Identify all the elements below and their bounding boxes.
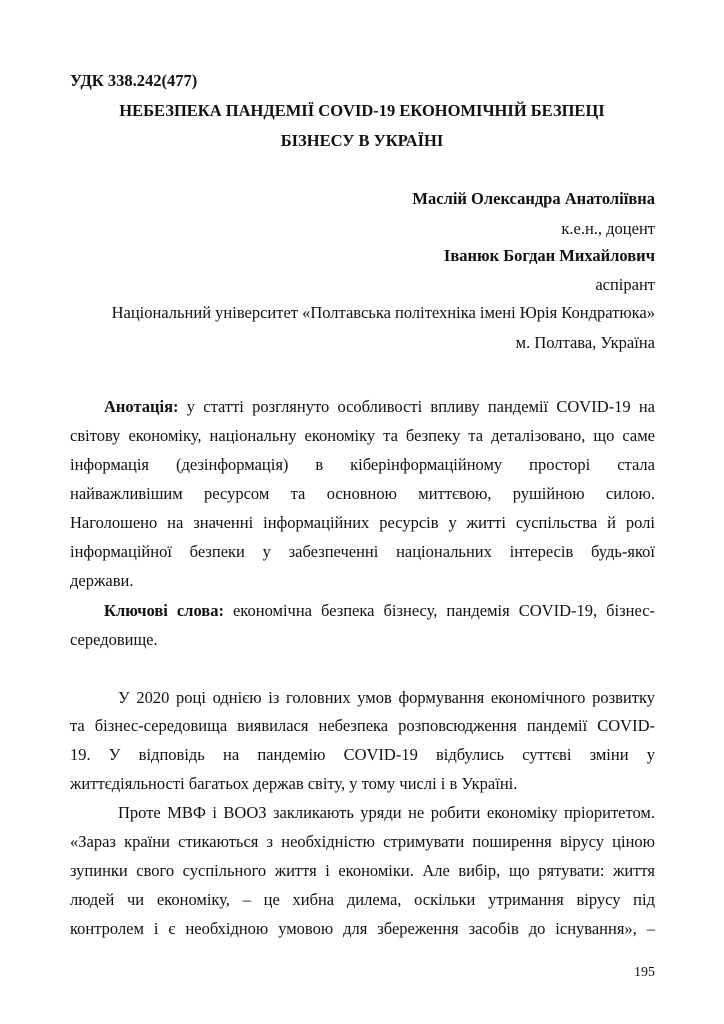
title-line-1: НЕБЕЗПЕКА ПАНДЕМІЇ COVID-19 ЕКОНОМІЧНІЙ БЕЗПЕЦІ (119, 101, 605, 120)
abstract-line-5: Наголошено на значенні інформаційних ресурсів у житті суспільства й ролі (70, 513, 655, 532)
abstract-line-6: інформаційної безпеки у забезпеченні національних інтересів будь-якої (70, 542, 655, 561)
body-p1-line-4: життєдіяльності багатьох держав світу, у тому числі і в Україні. (70, 774, 518, 793)
author2-name: Іванюк Богдан Михайлович (443, 246, 655, 265)
body-p1-line-2: та бізнес-середовища виявилася небезпека розповсюдження пандемії COVID- (70, 716, 655, 735)
keywords-line-2: середовище. (70, 630, 158, 649)
page-number: 195 (634, 965, 655, 980)
title-line-2: БІЗНЕСУ В УКРАЇНІ (280, 131, 444, 150)
affiliation: Національний університет «Полтавська політехніка імені Юрія Кондратюка» (111, 303, 655, 322)
abstract-label: Анотація: (104, 397, 179, 416)
body-p2-line-5: контролем і є необхідною умовою для збереження засобів до існування», – (70, 919, 655, 938)
abstract-line-7: держави. (70, 571, 134, 590)
body-p2-line-2: «Зараз країни стикаються з необхідністю стримувати поширення вірусу ціною (70, 832, 655, 851)
body-p2-line-3: зупинки свого суспільного життя і економіки. Але вибір, що рятувати: життя (70, 861, 655, 880)
author1-degree: к.е.н., доцент (561, 219, 655, 238)
body-p1-line-3: 19. У відповідь на пандемію COVID-19 відбулись суттєві зміни у (70, 745, 655, 764)
body-p1-line-1: У 2020 році однією із головних умов формування економічного розвитку (118, 688, 655, 707)
keywords-label: Ключові слова: (104, 601, 224, 620)
abstract-line-2: світову економіку, національну економіку та безпеку та деталізовано, що саме (70, 426, 655, 445)
abstract-line-1-text: у статті розглянуто особливості впливу пандемії COVID-19 на (186, 397, 655, 416)
abstract-line-1 (104, 397, 655, 417)
body-p2-line-1: Проте МВФ і ВООЗ закликають уряди не робити економіку пріоритетом. (118, 803, 655, 822)
city: м. Полтава, Україна (515, 333, 655, 352)
abstract-line-3: інформація (дезінформація) в кіберінформаційному просторі стала (70, 455, 655, 474)
abstract-line-4: найважливішим ресурсом та основною миттєвою, рушійною силою. (70, 484, 655, 503)
author1-name: Маслій Олександра Анатоліївна (412, 189, 655, 208)
author2-degree: аспірант (595, 275, 655, 294)
keywords-line-1 (104, 601, 655, 621)
body-p2-line-4: людей чи економіку, – це хибна дилема, оскільки утримання вірусу під (70, 890, 655, 909)
keywords-line-1-text: економічна безпека бізнесу, пандемія COVID-19, бізнес- (232, 601, 656, 620)
udc-code: УДК 338.242(477) (70, 71, 198, 90)
